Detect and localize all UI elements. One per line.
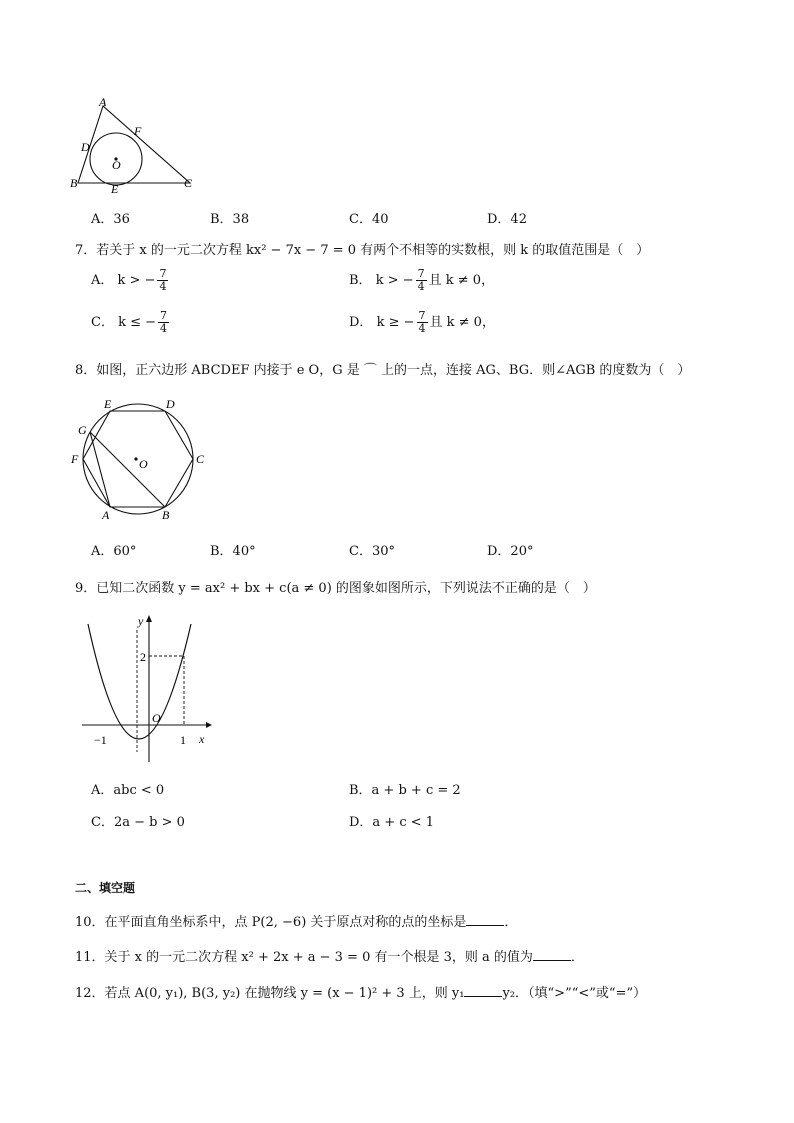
q8-label-a: A	[102, 508, 110, 522]
q10-line	[75, 911, 517, 930]
q7-option-d-den: 4	[418, 322, 426, 335]
q6-label-e: E	[111, 182, 119, 196]
q8-center-dot	[134, 457, 137, 460]
q9-label-neg1: −1	[94, 733, 107, 747]
q11-answer-blank[interactable]	[533, 948, 571, 961]
q7-option-c-text: k ≤ −	[118, 315, 157, 330]
q7-option-c-fraction	[158, 310, 169, 335]
q8-circumcircle	[83, 404, 193, 514]
q6-option-b: B．38	[210, 212, 250, 227]
q7-option-b-suffix: 且 k ≠ 0，	[428, 273, 495, 288]
q7-option-a-text: k > −	[117, 273, 156, 288]
q8-label-f: F	[71, 452, 79, 466]
q8-label-g: G	[78, 423, 87, 437]
q10-end: ．	[504, 915, 518, 930]
q6-option-a: A．36	[91, 212, 130, 227]
q8-label-d: D	[166, 397, 175, 411]
q7-option-c-den: 4	[160, 322, 168, 335]
q7-option-a-fraction	[157, 268, 168, 293]
q8-hexagon	[83, 411, 193, 507]
q9-label-1: 1	[180, 733, 186, 747]
q9-label-o: O	[152, 711, 161, 725]
q6-figure	[66, 96, 206, 196]
q7-option-d-num: 7	[418, 309, 426, 322]
q6-label-b: B	[70, 176, 78, 190]
q9-option-b: B．a + b + c = 2	[349, 783, 461, 798]
q7-option-c-num: 7	[160, 309, 168, 322]
q7-option-c	[91, 310, 171, 335]
q7-option-d	[349, 310, 495, 335]
q9-option-a: A．abc < 0	[91, 783, 165, 798]
q7-option-b-text: k > −	[375, 273, 414, 288]
q6-label-c: C	[184, 176, 193, 190]
q8-label-o: O	[139, 457, 148, 471]
q6-label-f: F	[134, 124, 142, 138]
q6-label-o: O	[112, 158, 121, 172]
q8-option-d: D．20°	[487, 544, 534, 559]
q8-segment-ga	[90, 432, 110, 507]
q9-label-x: x	[199, 732, 205, 746]
q9-stem: 9．已知二次函数 y = ax² + bx + c(a ≠ 0) 的图象如图所示，下列说法不正确的是（ ）	[75, 581, 596, 596]
q7-option-a-num: 7	[159, 267, 167, 280]
q9-x-axis-arrow	[206, 722, 212, 728]
q7-option-b-fraction	[416, 268, 427, 293]
q7-option-d-text: k ≥ −	[376, 315, 415, 330]
q8-figure	[70, 395, 210, 525]
q7-option-d-suffix: 且 k ≠ 0，	[429, 315, 495, 330]
q7-option-c-prefix: C．	[91, 315, 114, 330]
q8-label-b: B	[162, 508, 170, 522]
q7-option-d-fraction	[417, 310, 428, 335]
q9-y-axis-arrow	[146, 615, 152, 622]
q8-option-b: B．40°	[210, 544, 256, 559]
q7-option-a-prefix: A．	[91, 273, 114, 288]
q11-end: ．	[570, 950, 584, 965]
q9-label-2: 2	[140, 650, 146, 664]
q6-option-d: D．42	[487, 212, 527, 227]
q7-stem: 7．若关于 x 的一元二次方程 kx² − 7x − 7 = 0 有两个不相等的实数根，则 k 的取值范围是（ ）	[75, 243, 650, 258]
q9-option-d: D．a + c < 1	[349, 815, 435, 830]
q9-figure	[76, 612, 216, 767]
q6-label-a: A	[99, 96, 107, 109]
q12-end: y₂．（填“>”“<”或“=”）	[502, 986, 647, 1001]
q10-answer-blank[interactable]	[466, 913, 504, 926]
q12-line	[75, 982, 646, 1001]
q7-option-b	[349, 268, 494, 293]
q8-option-c: C．30°	[349, 544, 395, 559]
q7-option-b-num: 7	[417, 267, 425, 280]
q10-text: 10．在平面直角坐标系中，点 P(2, −6) 关于原点对称的点的坐标是	[75, 915, 467, 930]
q9-parabola	[88, 624, 191, 739]
q8-label-c: C	[196, 452, 205, 466]
q7-option-b-den: 4	[417, 280, 425, 293]
section-fill-in-title: 二、填空题	[75, 881, 136, 895]
q8-stem: 8．如图，正六边形 ABCDEF 内接于 e O，G 是 ⌒ 上的一点，连接 AG、BG．则∠AGB 的度数为（ ）	[75, 363, 691, 378]
q12-text: 12．若点 A(0, y₁), B(3, y₂) 在抛物线 y = (x − 1)² + 3 上，则 y₁	[75, 986, 465, 1001]
q11-text: 11．关于 x 的一元二次方程 x² + 2x + a − 3 = 0 有一个根是 3，则 a 的值为	[75, 950, 533, 965]
q7-option-d-prefix: D．	[349, 315, 373, 330]
q9-option-c: C．2a − b > 0	[91, 815, 185, 830]
q8-option-a: A．60°	[91, 544, 137, 559]
q12-answer-blank[interactable]	[464, 984, 502, 997]
q6-option-c: C．40	[349, 212, 389, 227]
q9-label-y: y	[138, 614, 144, 628]
q7-option-a	[91, 268, 170, 293]
q6-label-d: D	[81, 140, 90, 154]
q7-option-b-prefix: B．	[349, 273, 372, 288]
q8-label-e: E	[104, 397, 112, 411]
q7-option-a-den: 4	[159, 280, 167, 293]
q11-line	[75, 946, 584, 965]
q8-segment-gb	[90, 432, 165, 507]
